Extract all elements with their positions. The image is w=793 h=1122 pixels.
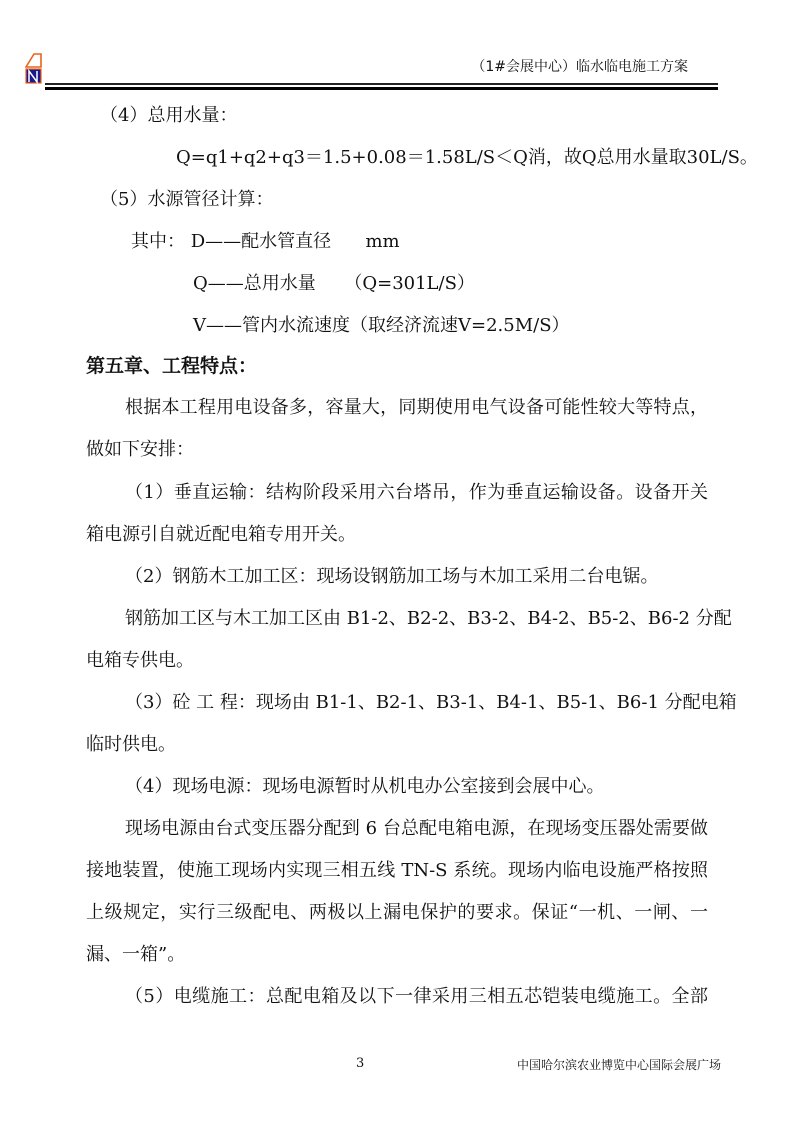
paragraph-line: 现场电源由台式变压器分配到 6 台总配电箱电源，在现场变压器处需要做 bbox=[125, 818, 708, 839]
paragraph-line: 箱电源引自就近配电箱专用开关。 bbox=[86, 524, 356, 545]
paragraph-line: （3）砼 工 程：现场由 B1-1、B2-1、B3-1、B4-1、B5-1、B6-1 分配电箱 bbox=[125, 692, 737, 713]
paragraph-line: 电箱专供电。 bbox=[86, 650, 194, 671]
header-rule-thick bbox=[45, 87, 718, 90]
paragraph-line: 根据本工程用电设备多，容量大，同期使用电气设备可能性较大等特点， bbox=[125, 397, 708, 418]
paragraph-line: （4）现场电源：现场电源暂时从机电办公室接到会展中心。 bbox=[125, 776, 605, 797]
company-logo bbox=[25, 53, 42, 84]
item-pipe-diameter: （5）水源管径计算： bbox=[100, 189, 274, 210]
definition-v: V——管内水流速度（取经济流速V=2.5M/S） bbox=[193, 315, 570, 336]
paragraph-line: （2）钢筋木工加工区：现场设钢筋加工场与木加工采用二台电锯。 bbox=[125, 566, 659, 587]
item-total-water: （4）总用水量： bbox=[100, 105, 238, 126]
header-title: （1#会展中心）临水临电施工方案 bbox=[471, 59, 688, 75]
definition-q: Q——总用水量 （Q=301L/S） bbox=[193, 273, 475, 294]
header-rule bbox=[45, 83, 718, 85]
paragraph-line: 做如下安排： bbox=[86, 439, 194, 460]
chapter-heading: 第五章、工程特点： bbox=[86, 355, 258, 377]
paragraph-line: 接地装置，使施工现场内实现三相五线 TN-S 系统。现场内临电设施严格按照 bbox=[86, 860, 708, 881]
paragraph-line: （1）垂直运输：结构阶段采用六台塔吊，作为垂直运输设备。设备开关 bbox=[125, 482, 708, 503]
formula-line: Q=q1+q2+q3＝1.5+0.08＝1.58L/S＜Q消，故Q总用水量取30L/S。 bbox=[176, 147, 758, 168]
definition-d: 其中： D——配水管直径 mm bbox=[131, 231, 400, 252]
page-number: 3 bbox=[356, 1056, 365, 1071]
paragraph-line: 上级规定，实行三级配电、两极以上漏电保护的要求。保证“一机、一闸、一 bbox=[86, 902, 708, 923]
paragraph-line: 漏、一箱”。 bbox=[86, 944, 186, 965]
paragraph-line: 临时供电。 bbox=[86, 734, 176, 755]
paragraph-line: 钢筋加工区与木工加工区由 B1-2、B2-2、B3-2、B4-2、B5-2、B6-2 分配 bbox=[125, 608, 732, 629]
paragraph-line: （5）电缆施工：总配电箱及以下一律采用三相五芯铠装电缆施工。全部 bbox=[125, 986, 708, 1007]
footer-organization: 中国哈尔滨农业博览中心国际会展广场 bbox=[516, 1058, 721, 1072]
